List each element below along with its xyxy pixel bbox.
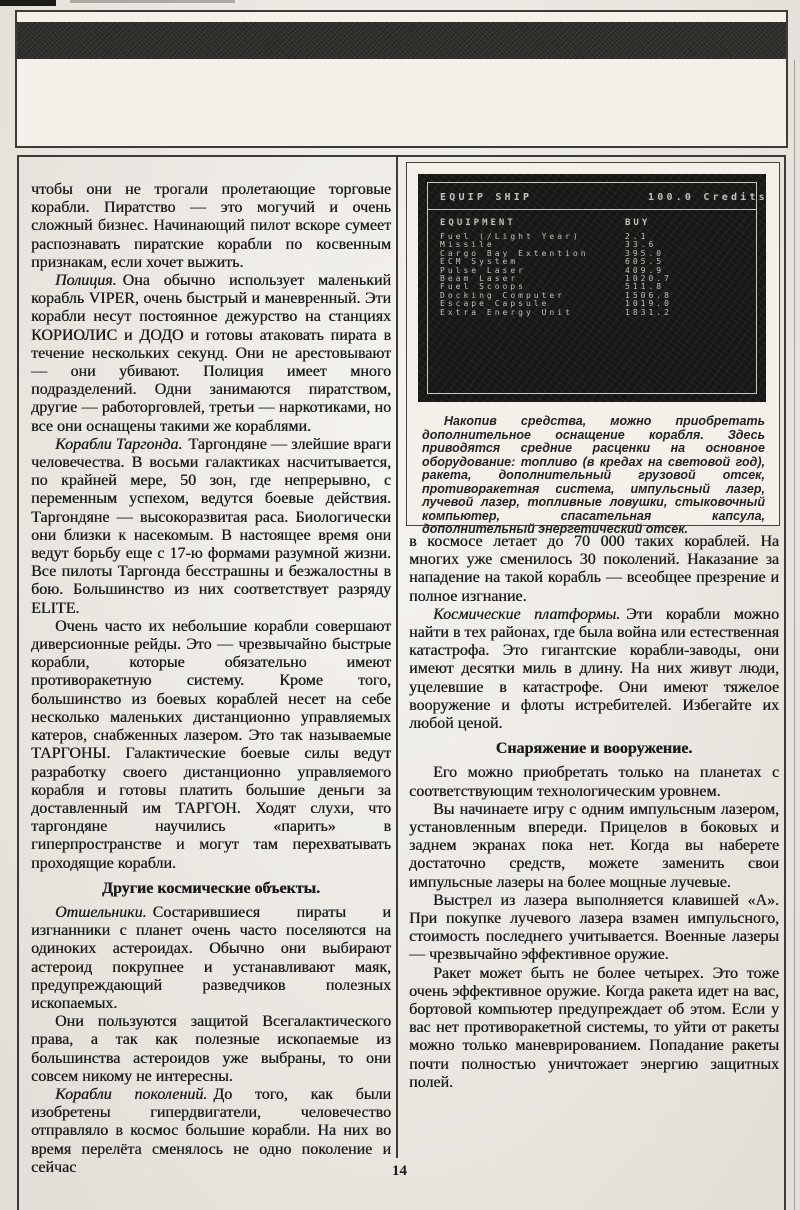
paragraph [31,272,391,436]
screen-column-header-buy: BUY [625,218,651,228]
screen-column-headers [440,218,748,228]
equipment-name: Pulse Laser [440,265,526,275]
right-column [409,533,779,1092]
equipment-price: 1506.8 [625,290,672,300]
screen-credits: 100.0 Credits [648,192,768,203]
equipment-name: Cargo Bay Extention [440,248,589,258]
paragraph [31,904,391,1013]
figure-box [406,162,780,536]
equipment-price: 1019.0 [625,299,672,309]
page-number: 14 [392,1163,407,1179]
equipment-name: Beam Laser [440,274,519,284]
header-photo-band [17,22,786,59]
equipment-price: 409.9 [625,265,665,275]
scan-smudge [0,0,56,6]
paragraph [31,1013,391,1086]
paragraph-text: Вы начинаете игру с одним импульсным лазером, установленным впереди. Прицелов в боковых и заднем экранах пока нет. Когда вы наберете достаточно средств, можете заменить свои импульсные лазеры на более мощные лучевые. [409,800,779,891]
paragraph-lead: Отшельники. [55,903,147,921]
paragraph [409,801,779,892]
screen-title-row [440,192,768,203]
paragraph-text: Она обычно использует маленький корабль VIPER, очень быстрый и маневренный. Эти корабли несут постоянное дежурство на станциях КОРИОЛИС и ДОДО и готовы атаковать пирата в течение нескольких секунд. Они не арестовывают — они убивают. Полиция имеет много подразделений. Одни занимаются пиратством, другие — работорговлей, третьи — наркотиками, но все они оснащены такими же кораблями. [31,272,391,435]
equipment-row [440,309,754,317]
paragraph-lead: Корабли Таргонда. [55,435,183,453]
paragraph-lead: Космические платформы. [433,605,621,623]
paragraph-text: Состарившиеся пираты и изгнанники с планет очень часто поселяются на одиноких астероидах. Обычно они выбирают астероид покрупнее и устанавливают маяк, предупреждающий разведчиков полезных ископаемых. [31,903,391,1012]
header-banner-box [15,10,788,148]
paragraph [31,181,391,272]
paragraph [409,965,779,1092]
paragraph-lead: Полиция. [55,272,117,290]
equipment-name: Docking Computer [440,290,566,300]
paragraph-text: Таргондяне — злейшие враги человечества. В восьми галактиках насчитывается, по крайней мере, 50 зон, где непрерывно, с переменным успехом, ведутся боевые действия. Таргондяне — высокоразвитая раса. Биологически они близки к насекомым. В настоящее время они ведут борьбу еще с 17-ю формами разумной жизни. Все пилоты Таргонда бесстрашны и безжалостны в бою. Большинство из них соответствует разряду ELITE. [31,435,391,617]
paragraph-text: До того, как были изобретены гипердвигатели, человечество отправляло в космос большие корабли. На них во время перелёта сменялось не одно поколение и сейчас [31,1085,392,1176]
game-screen [418,174,766,402]
paragraph-text: чтобы они не трогали пролетающие торговые корабли. Пиратство — это могучий и очень сложный бизнес. Начинающий пилот вскоре сумеет распознавать пиратские корабли по косвенным признакам, если хочет выжить. [31,181,391,271]
paragraph [31,618,391,873]
paragraph-text: Эти корабли можно найти в тех районах, где была война или естественная катастрофа. Это гигантские корабли-заводы, они имеют десятки миль в длину. На них живут люди, уцелевшие в катастрофе. Они имеют тяжелое вооружение и флоты истребителей. Избегайте их любой ценой. [409,605,779,733]
equipment-name: Extra Energy Unit [440,307,573,317]
screen-separator-line [427,209,757,210]
section-heading: Снаряжение и вооружение. [495,740,693,758]
paragraph-text: Его можно приобретать только на планетах с соответствующим технологическим уровнем. [409,764,779,800]
equipment-price: 1831.2 [625,307,672,317]
paragraph [409,892,779,965]
column-divider [396,157,398,1158]
paragraph-lead: Корабли поколений. [55,1085,208,1103]
paragraph-text: Они пользуются защитой Всегалактического права, а так как полезные ископаемые из большинства астероидов уже выбраны, то они совсем никому не интересны. [31,1013,391,1085]
equipment-name: Missile [440,240,495,250]
paragraph [409,533,779,606]
section-heading: Другие космические объекты. [101,879,321,897]
equipment-list [440,233,754,317]
paragraph-text: Ракет может быть не более четырех. Это тоже очень эффективное оружие. Когда ракета идет на вас, бортовой компьютер предупреждает об этом. Если у вас нет противоракетной системы, то уйти от ракеты можно только маневрированием. Попадание ракеты почти полностью уничтожает энергию защитных полей. [409,964,779,1091]
paragraph-text: в космосе летает до 70 000 таких кораблей. На многих уже сменилось 30 поколений. Наказание за нападение на такой корабль — всеобщее презрение и полное изгнание. [409,533,779,605]
equipment-price: 33.6 [625,240,657,250]
left-column [31,181,391,1177]
paragraph-text: Выстрел из лазера выполняется клавишей «А». При покупке лучевого лазера взамен импульсного, стоимость последнего учитывается. Военные лазеры — чрезвычайно эффективное оружие. [409,891,779,964]
scan-page-edge [794,60,795,1210]
equipment-price: 395.0 [625,248,665,258]
equipment-name: ECM System [440,257,519,267]
scan-smudge [70,0,235,3]
equipment-price: 605.5 [625,257,665,267]
paragraph [409,606,779,733]
paragraph [31,436,391,618]
screen-title: EQUIP SHIP [440,192,533,203]
screen-column-header-equipment: EQUIPMENT [440,218,516,228]
figure-caption: Накопив средства, можно приобретать дополнительное оснащение корабля. Здесь приводятся средние расценки на основное оборудование: топливо (в кредах на световой год), ракета, дополнительный грузовой отсек, противоракетная система, импульсный лазер, лучевой лазер, топливные ловушки, стыковочный компьютер, спасательная капсула, дополнительный энергетический отсек. [422,414,765,536]
paragraph-text: Очень часто их небольшие корабли совершают диверсионные рейды. Это — чрезвычайно быстрые корабли, которые обязательно имеют противоракетную систему. Кроме того, большинство из боевых кораблей несет на себе несколько маленьких дистанционно управляемых катеров, снабженных лазером. Это так называемые ТАРГОНЫ. Галактические боевые силы ведут разработку своего дистанционно управляемого корабля и готовы платить большие деньги за доставленный им ТАРГОН. Ходят слухи, что таргондяне научились «парить» в гиперпространстве и могут там перехватывать проходящие корабли. [31,617,391,872]
paragraph [409,764,779,800]
equipment-name: Fuel (/Light Year) [440,232,581,241]
equipment-price: 2.1 [625,232,649,241]
equipment-price: 1020.7 [625,274,672,284]
equipment-name: Escape Capsule [440,299,550,309]
equipment-price: 511.8 [625,282,665,292]
equipment-name: Fuel Scoops [440,282,526,292]
